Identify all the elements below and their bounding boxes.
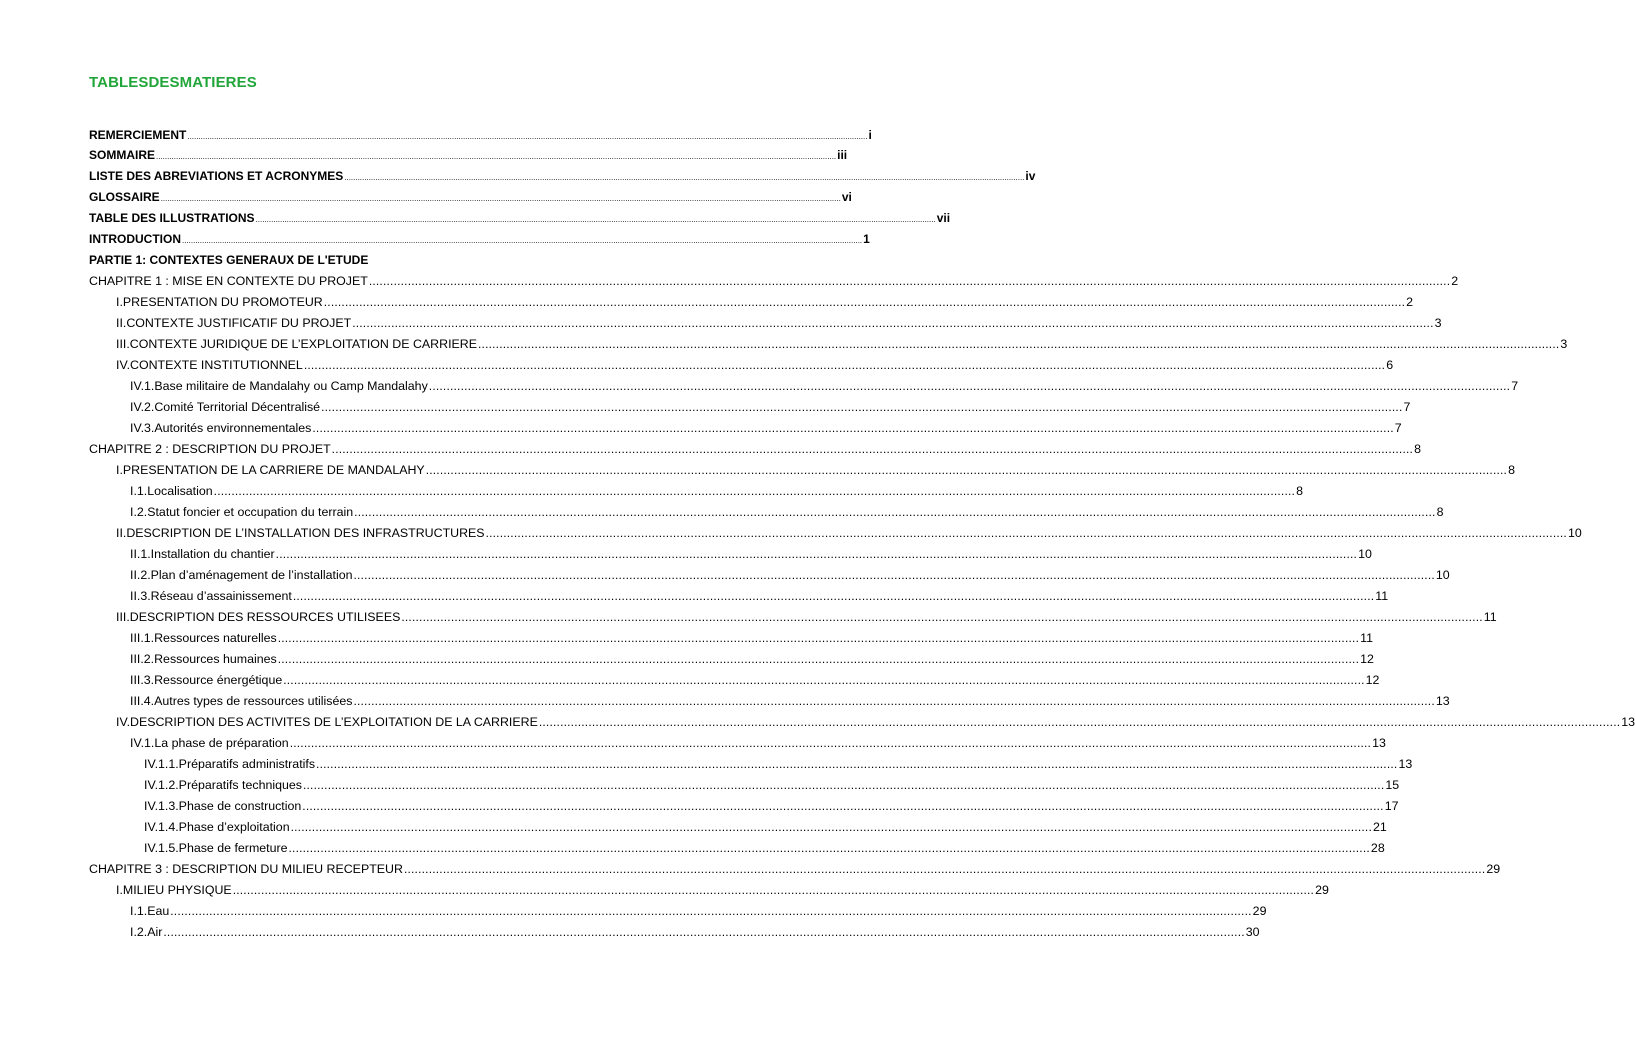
dot-leader: ..................................................................................................................................................................................................................................................................................................................: [354, 505, 1436, 519]
toc-entry-page-number: 12: [1360, 652, 1374, 666]
dot-leader: ..................................................................................................................................................................................................................................................................................................................: [213, 484, 1296, 498]
dot-leader: ..................................................................................................................................................................................................................................................................................................................: [344, 173, 1025, 182]
dot-leader: ..................................................................................................................................................................................................................................................................................................................: [316, 757, 1398, 771]
toc-entry[interactable]: [89, 292, 1414, 313]
dot-leader: ..................................................................................................................................................................................................................................................................................................................: [156, 152, 837, 161]
dot-leader: ..................................................................................................................................................................................................................................................................................................................: [302, 778, 1385, 792]
toc-entry-page-number: 12: [1365, 673, 1380, 687]
toc-entry-page-number: 8: [1436, 505, 1444, 519]
toc-entry-label: II.DESCRIPTION DE L’INSTALLATION DES INFRASTRUCTURES: [116, 526, 485, 540]
dot-leader: ..................................................................................................................................................................................................................................................................................................................: [485, 526, 1567, 540]
toc-entry-label: II.CONTEXTE JUSTIFICATIF DU PROJET: [116, 316, 352, 330]
toc-entry-label: IV.1.5.Phase de fermeture: [144, 841, 288, 855]
toc-entry-page-number: 17: [1384, 799, 1399, 813]
toc-entry-label: IV.2.Comité Territorial Décentralisé: [130, 400, 321, 414]
toc-entry-label: III.CONTEXTE JURIDIQUE DE L’EXPLOITATION DE CARRIERE: [116, 337, 477, 351]
toc-entry-page-number: 29: [1252, 904, 1267, 918]
toc-entry-label: I.PRESENTATION DE LA CARRIERE DE MANDALAHY: [116, 463, 425, 477]
dot-leader: ..................................................................................................................................................................................................................................................................................................................: [187, 132, 868, 141]
toc-entry-label: IV.1.1.Préparatifs administratifs: [144, 757, 316, 771]
toc-entry-label: IV.1.Base militaire de Mandalahy ou Camp Mandalahy: [130, 379, 428, 393]
dot-leader: ..................................................................................................................................................................................................................................................................................................................: [331, 442, 1414, 456]
toc-entry[interactable]: [89, 796, 1399, 817]
toc-entry-page-number: 3: [1434, 316, 1442, 330]
toc-entry-page-number: 29: [1315, 883, 1329, 897]
toc-entry-page-number: 11: [1360, 631, 1373, 645]
toc-entry[interactable]: [89, 166, 1036, 187]
dot-leader: ..................................................................................................................................................................................................................................................................................................................: [428, 379, 1511, 393]
toc-entry-label: IV.CONTEXTE INSTITUTIONNEL: [116, 358, 303, 372]
toc-entry[interactable]: [89, 607, 1497, 628]
dot-leader: ..................................................................................................................................................................................................................................................................................................................: [353, 694, 1435, 708]
toc-entry[interactable]: [89, 271, 1459, 292]
toc-entry[interactable]: [89, 208, 951, 229]
toc-entry-label: I.1.Localisation: [130, 484, 213, 498]
toc-entry-label: III.DESCRIPTION DES RESSOURCES UTILISEES: [116, 610, 401, 624]
toc-entry[interactable]: [89, 523, 1582, 544]
dot-leader: ..................................................................................................................................................................................................................................................................................................................: [170, 904, 1252, 918]
toc-entry[interactable]: [89, 817, 1387, 838]
toc-entry-page-number: 8: [1296, 484, 1303, 498]
dot-leader: ..................................................................................................................................................................................................................................................................................................................: [352, 316, 1434, 330]
toc-entry-page-number: 11: [1483, 610, 1497, 624]
toc-entry-page-number: 21: [1373, 820, 1387, 834]
toc-entry-page-number: 1: [863, 232, 870, 246]
dot-leader: ..................................................................................................................................................................................................................................................................................................................: [232, 883, 1315, 897]
dot-leader: ..................................................................................................................................................................................................................................................................................................................: [321, 400, 1403, 414]
dot-leader: ..................................................................................................................................................................................................................................................................................................................: [160, 194, 841, 203]
toc-entry[interactable]: [89, 691, 1450, 712]
dot-leader: ..................................................................................................................................................................................................................................................................................................................: [403, 862, 1486, 876]
toc-entry-label: I.1.Eau: [130, 904, 170, 918]
toc-entry-label: IV.1.La phase de préparation: [130, 736, 289, 750]
toc-entry[interactable]: [89, 712, 1635, 733]
toc-entry[interactable]: [89, 628, 1373, 649]
toc-entry-page-number: vi: [841, 190, 852, 204]
dot-leader: ..................................................................................................................................................................................................................................................................................................................: [275, 547, 1358, 561]
toc-entry-label: GLOSSAIRE: [89, 190, 160, 204]
toc-entry-page-number: iv: [1025, 169, 1036, 183]
toc-entry[interactable]: [89, 439, 1421, 460]
toc-entry[interactable]: [89, 754, 1413, 775]
toc-entry[interactable]: [89, 334, 1568, 355]
toc-entry[interactable]: [89, 187, 852, 208]
dot-leader: ..................................................................................................................................................................................................................................................................................................................: [323, 295, 1406, 309]
dot-leader: ..................................................................................................................................................................................................................................................................................................................: [302, 799, 1384, 813]
toc-entry-label: IV.1.4.Phase d’exploitation: [144, 820, 290, 834]
dot-leader: ..................................................................................................................................................................................................................................................................................................................: [303, 358, 1386, 372]
dot-leader: ..................................................................................................................................................................................................................................................................................................................: [353, 568, 1435, 582]
toc-entry[interactable]: [89, 565, 1450, 586]
toc-entry-label: I.2.Air: [130, 925, 163, 939]
toc-entry[interactable]: [89, 481, 1303, 502]
toc-entry[interactable]: [89, 376, 1519, 397]
toc-entry-page-number: 13: [1621, 715, 1635, 729]
toc-entry-page-number: 13: [1398, 757, 1413, 771]
toc-list: [89, 126, 1635, 943]
dot-leader: ..................................................................................................................................................................................................................................................................................................................: [283, 673, 1365, 687]
toc-title: TABLESDESMATIERES: [89, 74, 257, 91]
toc-entry[interactable]: [89, 775, 1400, 796]
toc-entry[interactable]: [89, 544, 1372, 565]
toc-entry-label: IV.1.2.Préparatifs techniques: [144, 778, 302, 792]
toc-entry[interactable]: [89, 586, 1389, 607]
toc-entry[interactable]: [89, 859, 1501, 880]
toc-entry-label: III.4.Autres types de ressources utilisées: [130, 694, 353, 708]
dot-leader: ..................................................................................................................................................................................................................................................................................................................: [277, 631, 1360, 645]
dot-leader: ..................................................................................................................................................................................................................................................................................................................: [312, 421, 1394, 435]
dot-leader: ..................................................................................................................................................................................................................................................................................................................: [290, 820, 1372, 834]
toc-entry-label: CHAPITRE 2 : DESCRIPTION DU PROJET: [89, 442, 331, 456]
toc-entry-label: IV.DESCRIPTION DES ACTIVITES DE L’EXPLOITATION DE LA CARRIERE: [116, 715, 538, 729]
toc-entry[interactable]: [89, 922, 1260, 943]
toc-entry-page-number: 2: [1406, 295, 1414, 309]
toc-entry[interactable]: [89, 460, 1515, 481]
toc-entry-label: TABLE DES ILLUSTRATIONS: [89, 211, 255, 225]
dot-leader: ..................................................................................................................................................................................................................................................................................................................: [425, 463, 1508, 477]
toc-entry-label: II.2.Plan d’aménagement de l’installation: [130, 568, 353, 582]
toc-entry-label: III.1.Ressources naturelles: [130, 631, 277, 645]
toc-entry-page-number: 13: [1372, 736, 1386, 750]
toc-entry[interactable]: [89, 250, 656, 271]
toc-entry-label: II.1.Installation du chantier: [130, 547, 275, 561]
toc-entry-page-number: 13: [1435, 694, 1450, 708]
toc-entry[interactable]: [89, 880, 1329, 901]
toc-entry-label: INTRODUCTION: [89, 232, 181, 246]
toc-entry-page-number: 2: [1451, 274, 1459, 288]
toc-entry[interactable]: [89, 145, 848, 166]
toc-entry-label: I.2.Statut foncier et occupation du terrain: [130, 505, 354, 519]
toc-entry[interactable]: [89, 418, 1402, 439]
toc-entry-page-number: 10: [1435, 568, 1450, 582]
toc-entry-label: IV.3.Autorités environnementales: [130, 421, 312, 435]
toc-entry-label: I.PRESENTATION DU PROMOTEUR: [116, 295, 323, 309]
toc-entry[interactable]: [89, 502, 1444, 523]
toc-entry-label: PARTIE 1: CONTEXTES GENERAUX DE L'ETUDE: [89, 253, 369, 267]
toc-entry-page-number: 28: [1370, 841, 1385, 855]
dot-leader: ..................................................................................................................................................................................................................................................................................................................: [289, 736, 1372, 750]
dot-leader: ..................................................................................................................................................................................................................................................................................................................: [182, 236, 863, 245]
toc-entry-page-number: 3: [1560, 337, 1568, 351]
toc-entry-page-number: 8: [1508, 463, 1515, 477]
toc-entry[interactable]: [89, 670, 1380, 691]
toc-entry-page-number: 10: [1567, 526, 1582, 540]
toc-entry-label: I.MILIEU PHYSIQUE: [116, 883, 232, 897]
toc-entry[interactable]: [89, 229, 870, 250]
dot-leader: ..................................................................................................................................................................................................................................................................................................................: [538, 715, 1621, 729]
toc-entry-page-number: 8: [1414, 442, 1421, 456]
toc-entry-label: III.2.Ressources humaines: [130, 652, 277, 666]
toc-entry-label: II.3.Réseau d’assainissement: [130, 589, 292, 603]
toc-entry-page-number: 11: [1375, 589, 1389, 603]
toc-entry-page-number: 6: [1386, 358, 1394, 372]
toc-entry[interactable]: [89, 901, 1267, 922]
toc-entry-page-number: 7: [1403, 400, 1411, 414]
toc-entry[interactable]: [89, 397, 1411, 418]
toc-entry[interactable]: [89, 838, 1385, 859]
toc-entry[interactable]: [89, 733, 1386, 754]
toc-entry-page-number: 15: [1385, 778, 1400, 792]
toc-entry-label: SOMMAIRE: [89, 148, 155, 162]
toc-entry-page-number: 10: [1358, 547, 1372, 561]
dot-leader: ..................................................................................................................................................................................................................................................................................................................: [368, 274, 1451, 288]
toc-entry-page-number: 7: [1511, 379, 1519, 393]
dot-leader: ..................................................................................................................................................................................................................................................................................................................: [288, 841, 1370, 855]
toc-entry-label: III.3.Ressource énergétique: [130, 673, 283, 687]
dot-leader: ..................................................................................................................................................................................................................................................................................................................: [401, 610, 1483, 624]
toc-entry[interactable]: [89, 355, 1394, 376]
toc-entry-page-number: i: [868, 128, 872, 142]
toc-entry-label: REMERCIEMENT: [89, 128, 187, 142]
toc-entry-page-number: 29: [1486, 862, 1501, 876]
toc-entry-label: CHAPITRE 1 : MISE EN CONTEXTE DU PROJET: [89, 274, 368, 288]
dot-leader: ..................................................................................................................................................................................................................................................................................................................: [277, 652, 1360, 666]
toc-entry[interactable]: [89, 126, 872, 145]
dot-leader: ..................................................................................................................................................................................................................................................................................................................: [292, 589, 1375, 603]
dot-leader: ..................................................................................................................................................................................................................................................................................................................: [255, 215, 936, 224]
toc-entry-page-number: 30: [1245, 925, 1260, 939]
toc-entry-page-number: vii: [936, 211, 951, 225]
dot-leader: ..................................................................................................................................................................................................................................................................................................................: [163, 925, 1245, 939]
toc-entry[interactable]: [89, 649, 1374, 670]
toc-entry-label: LISTE DES ABREVIATIONS ET ACRONYMES: [89, 169, 344, 183]
toc-entry-label: IV.1.3.Phase de construction: [144, 799, 302, 813]
dot-leader: ..................................................................................................................................................................................................................................................................................................................: [478, 337, 1560, 351]
toc-entry-label: CHAPITRE 3 : DESCRIPTION DU MILIEU RECEPTEUR: [89, 862, 403, 876]
toc-entry[interactable]: [89, 313, 1442, 334]
toc-entry-page-number: 7: [1394, 421, 1402, 435]
toc-entry-page-number: iii: [837, 148, 848, 162]
